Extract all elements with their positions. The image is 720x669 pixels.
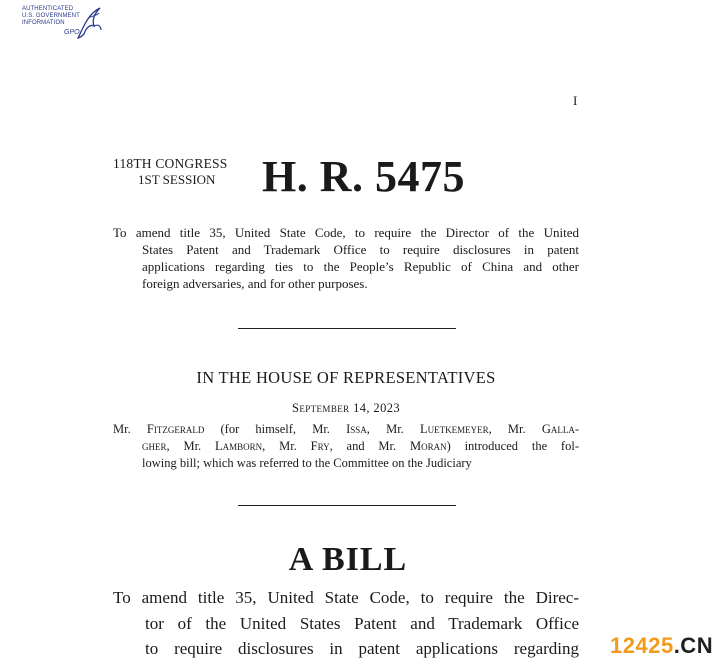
sponsors-line — [113, 455, 579, 472]
sponsor-text: ) introduced the fol- — [446, 439, 579, 453]
long-title — [113, 585, 579, 662]
site-watermark — [610, 633, 713, 659]
short-title — [113, 224, 579, 292]
document-type-heading: A BILL — [288, 541, 408, 578]
congress-label: 118TH CONGRESS — [113, 156, 228, 171]
sponsor-text: , Mr. — [488, 422, 542, 436]
sponsor-name: gher — [142, 439, 167, 453]
sponsors-paragraph — [113, 421, 579, 472]
watermark-tld: .CN — [673, 633, 714, 658]
short-title-line: foreign adversaries, and for other purposes. — [142, 276, 368, 291]
divider-rule — [238, 328, 456, 329]
sponsors-line — [113, 421, 579, 438]
introduction-date: September 14, 2023 — [291, 401, 401, 415]
eagle-icon — [74, 4, 104, 44]
short-title-line: applications regarding ties to the People’s Republic of China and other — [142, 259, 579, 274]
long-title-line: tor of the United States Patent and Trademark Office — [145, 613, 579, 633]
long-title-line: To amend title 35, United State Code, to require the Direc- — [113, 588, 579, 607]
sponsor-name: Lamborn — [214, 439, 263, 453]
watermark-number: 12425 — [610, 633, 674, 658]
chamber-heading: IN THE HOUSE OF REPRESENTATIVES — [196, 368, 496, 387]
logo-line-1: AUTHENTICATED — [22, 6, 74, 12]
logo-gpo-mark: GPO — [64, 29, 80, 36]
logo-line-3: INFORMATION — [22, 20, 65, 26]
gpo-authenticated-logo — [22, 4, 104, 44]
sponsor-text: Mr. — [113, 422, 147, 436]
sponsor-name: Fry — [310, 439, 330, 453]
sponsor-text: , and Mr. — [329, 439, 410, 453]
sponsor-name: Luetkemeyer — [419, 422, 489, 436]
sponsor-text: lowing bill; which was referred to the Committee on the Judiciary — [142, 456, 472, 470]
sponsor-name: Moran — [409, 439, 447, 453]
divider-rule — [238, 505, 456, 506]
sponsor-text: , Mr. — [166, 439, 215, 453]
bill-number: H. R. 5475 — [262, 152, 465, 201]
logo-line-2: U.S. GOVERNMENT — [22, 13, 80, 19]
page-marker: I — [573, 93, 578, 108]
sponsor-name: Issa — [346, 422, 367, 436]
sponsors-line — [113, 438, 579, 455]
long-title-line: to require disclosures in patent applications regarding — [145, 639, 579, 658]
session-label: 1ST SESSION — [138, 172, 216, 187]
short-title-line: States Patent and Trademark Office to require disclosures in patent — [142, 242, 579, 257]
sponsor-name: Fitzgerald — [146, 422, 205, 436]
short-title-line: To amend title 35, United State Code, to require the Director of the United — [113, 225, 579, 240]
sponsor-text: , Mr. — [366, 422, 420, 436]
sponsor-name: Galla- — [541, 422, 579, 436]
sponsor-text: (for himself, Mr. — [204, 422, 347, 436]
sponsor-text: , Mr. — [262, 439, 311, 453]
